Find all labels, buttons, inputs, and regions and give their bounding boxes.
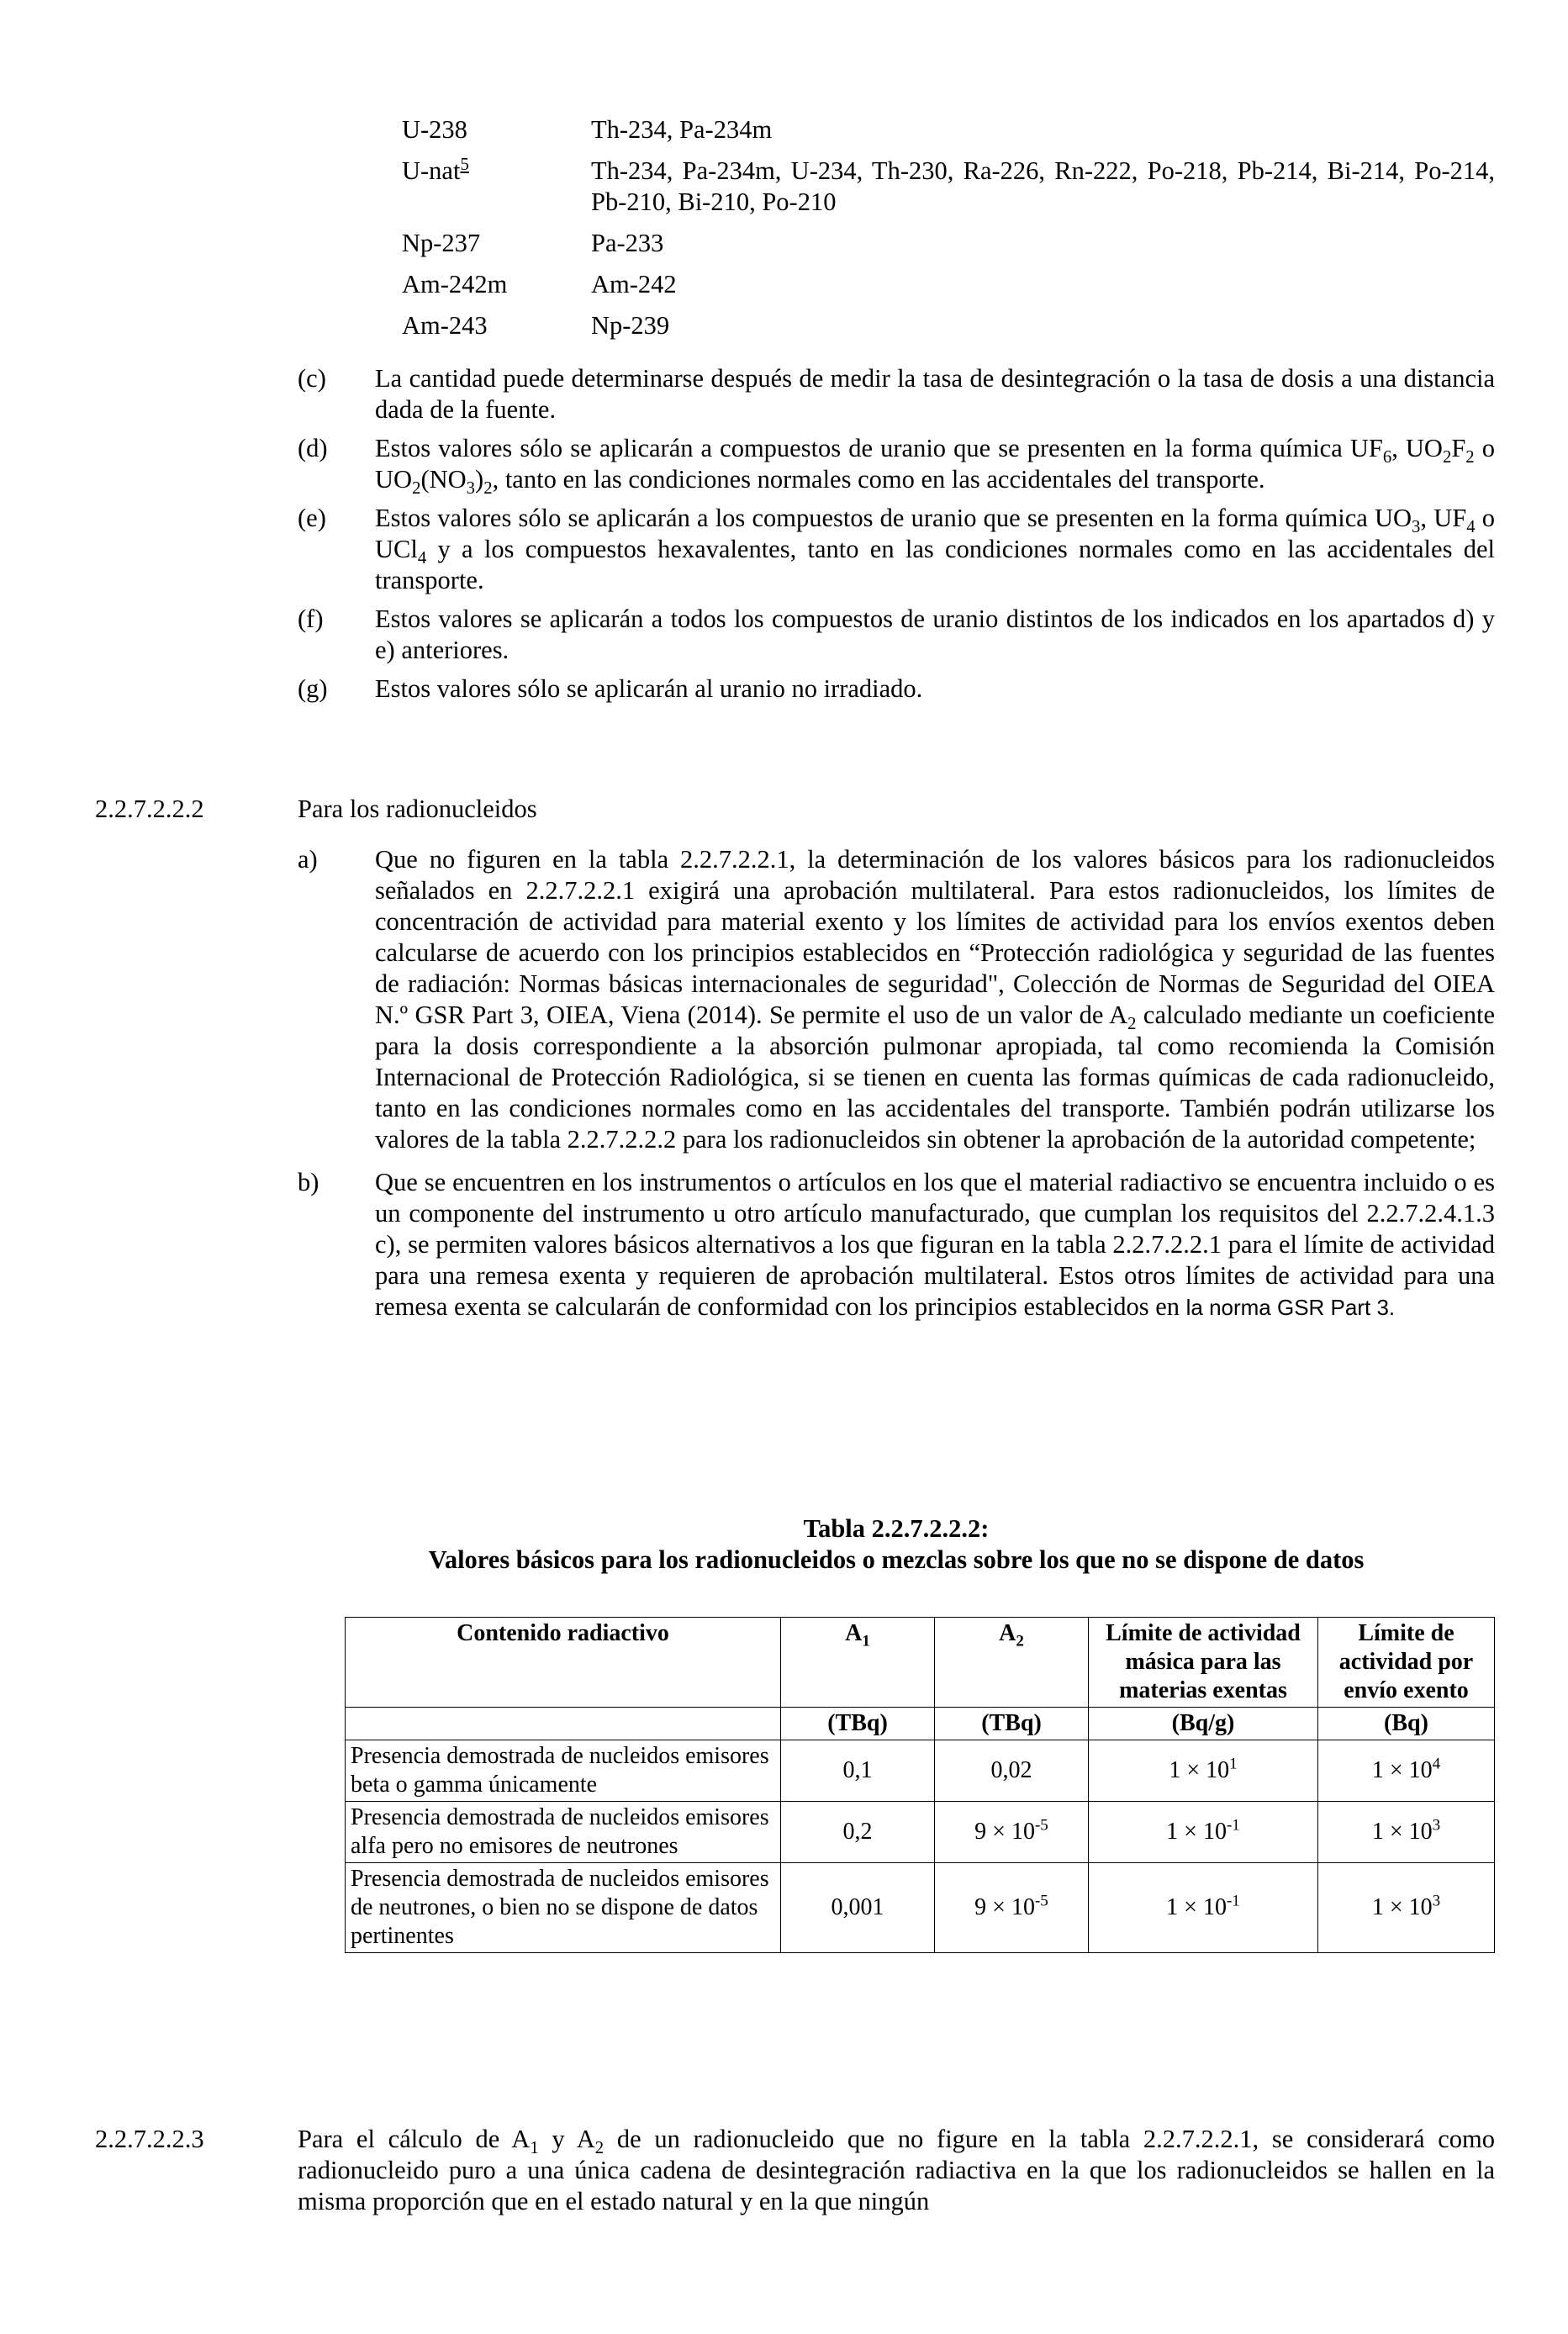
note-label: (f) [298,605,324,633]
table-row [346,1863,1495,1953]
row-consignment-limit: $1 \times 10^3$ [1318,1802,1495,1863]
header-mass-limit: Límite de actividad másica para las materias exentas [1089,1618,1318,1708]
note-label: (c) [298,364,326,393]
table-row [346,1740,1495,1802]
note-f [298,604,1495,666]
note-label: (d) [298,434,328,462]
item-a [298,844,1495,1155]
note-d [298,433,1495,499]
section-number: 2.2.7.2.2.3 [95,2125,204,2153]
chain-row [402,310,1495,341]
note-c [298,363,1495,425]
note-text: Estos valores sólo se aplicarán al uranio no irradiado. [375,674,923,703]
row-a1: 0,2 [781,1802,935,1863]
table-row [346,1802,1495,1863]
row-content: Presencia demostrada de nucleidos emisores de neutrones, o bien no se dispone de datos pertinentes [346,1863,781,1953]
decay-chain-list [402,114,1495,351]
unit-a2: (TBq) [935,1708,1089,1740]
item-text: Que se encuentren en los instrumentos o artículos en los que el material radiactivo se encuentra incluido o es un componente del instrumento u otro artículo manufacturado, que cumplan los requisitos del 2.2.7.2.4.1.3 c), se permiten valores básicos alternativos a los que figuran en la tabla 2.2.7.2.2.1 para el límite de actividad para una remesa exenta y requieren de aprobación multilateral. Estos otros límites de actividad para una remesa exenta se calcularán de conformidad con los principios establecidos en la norma GSR Part 3. [375,1168,1495,1321]
nuclide: Am-242m [402,270,508,298]
chain-row [402,156,1495,218]
chain-row [402,114,1495,145]
header-content: Contenido radiactivo [346,1618,781,1708]
progeny: Am-242 [591,270,677,298]
section-paragraph: Para el cálculo de $A_1$ y $A_2$ de un radionucleido que no figure en la tabla 2.2.7.2.2.1, se considerará como radionucleido puro a una única cadena de desintegración radiactiva en la que los radionucleidos se hallen en la misma proporción que en el estado natural y en la que ningún [298,2125,1496,2215]
header-a1: $A_1$ [781,1618,935,1708]
item-text: Que no figuren en la tabla 2.2.7.2.2.1, la determinación de los valores básicos para los radionucleidos señalados en 2.2.7.2.2.1 exigirá una aprobación multilateral. Para estos radionucleidos, los límites de concentración de actividad para material exento y los límites de actividad para los envíos exentos deben calcularse de acuerdo con los principios establecidos en “Protección radiológica y seguridad de las fuentes de radiación: Normas básicas internacionales de seguridad", Colección de Normas de Seguridad del OIEA N.º GSR Part 3, OIEA, Viena (2014). Se permite el uso de un valor de $A_2$ calculado mediante un coeficiente para la dosis correspondiente a la absorción pulmonar apropiada, tal como recomienda la Comisión Internacional de Protección Radiológica, si se tienen en cuenta las formas químicas de cada radionucleido, tanto en las condiciones normales como en las accidentales del transporte. También podrán utilizarse los valores de la tabla 2.2.7.2.2.2 para los radionucleidos sin obtener la aprobación de la autoridad competente; [375,845,1495,1154]
chain-row [402,269,1495,300]
note-text: Estos valores sólo se aplicarán a compuestos de uranio que se presenten en la forma química $UF_6$, $UO_2F_2$ o $UO_2(NO_3)_2$, tanto en las condiciones normales como en las accidentales del transporte. [375,434,1495,499]
nuclide [402,156,591,218]
note-g [298,673,1495,705]
progeny: Th-234, Pa-234m, U-234, Th-230, Ra-226, Rn-222, Po-218, Pb-214, Bi-214, Po-214, Pb-210, Bi-210, Po-210 [591,156,1495,216]
section-number: 2.2.7.2.2.2 [95,795,204,823]
chain-row [402,228,1495,259]
row-consignment-limit: $1 \times 10^4$ [1318,1740,1495,1802]
row-a2: 0,02 [935,1740,1089,1802]
note-text: Estos valores se aplicarán a todos los compuestos de uranio distintos de los indicados en los apartados d) y e) anteriores. [375,605,1495,664]
item-label: b) [298,1168,319,1196]
unit-consignment-limit: (Bq) [1318,1708,1495,1740]
row-a2: $9 \times 10^{-5}$ [935,1802,1089,1863]
section-items [298,844,1495,1335]
nuclide: Am-243 [402,311,488,340]
item-b [298,1167,1495,1323]
nuclide: U-238 [402,115,467,144]
note-label: (e) [298,504,326,532]
nuclide: Np-237 [402,229,481,257]
note-e [298,503,1495,596]
row-consignment-limit: $1 \times 10^3$ [1318,1863,1495,1953]
row-a1: 0,1 [781,1740,935,1802]
header-consignment-limit: Límite de actividad por envío exento [1318,1618,1495,1708]
row-content: Presencia demostrada de nucleidos emisores beta o gamma únicamente [346,1740,781,1802]
row-content: Presencia demostrada de nucleidos emisores alfa pero no emisores de neutrones [346,1802,781,1863]
row-a2: $9 \times 10^{-5}$ [935,1863,1089,1953]
item-label: a) [298,845,318,874]
row-mass-limit: $1 \times 10^{-1}$ [1089,1863,1318,1953]
unit-a1: (TBq) [781,1708,935,1740]
values-table [345,1617,1495,1953]
units-empty [346,1708,781,1740]
table-caption-title: Valores básicos para los radionucleidos o mezclas sobre los que no se dispone de datos [428,1545,1365,1574]
row-mass-limit: $1 \times 10^1$ [1089,1740,1318,1802]
note-text: La cantidad puede determinarse después de medir la tasa de desintegración o la tasa de dosis a una distancia dada de la fuente. [375,364,1495,424]
section-title: Para los radionucleidos [298,795,537,823]
progeny: Th-234, Pa-234m [591,115,773,144]
header-a2: $A_2$ [935,1618,1089,1708]
note-label: (g) [298,674,328,703]
footnote-ref[interactable]: 5 [460,155,469,174]
table-units-row [346,1708,1495,1740]
note-text: Estos valores sólo se aplicarán a los compuestos de uranio que se presenten en la forma química $UO_3$, $UF_4$ o UCl$_4$ y a los compuestos hexavalentes, tanto en las condiciones normales como en las accidentales del transporte. [375,504,1495,594]
progeny: Np-239 [591,311,670,340]
table-notes [298,363,1495,712]
table-header-row [346,1618,1495,1708]
progeny: Pa-233 [591,229,664,257]
row-mass-limit: $1 \times 10^{-1}$ [1089,1802,1318,1863]
unit-mass-limit: (Bq/g) [1089,1708,1318,1740]
table-caption-number: Tabla 2.2.7.2.2.2: [803,1514,990,1543]
row-a1: 0,001 [781,1863,935,1953]
nuclide-name: U-nat [402,156,461,185]
